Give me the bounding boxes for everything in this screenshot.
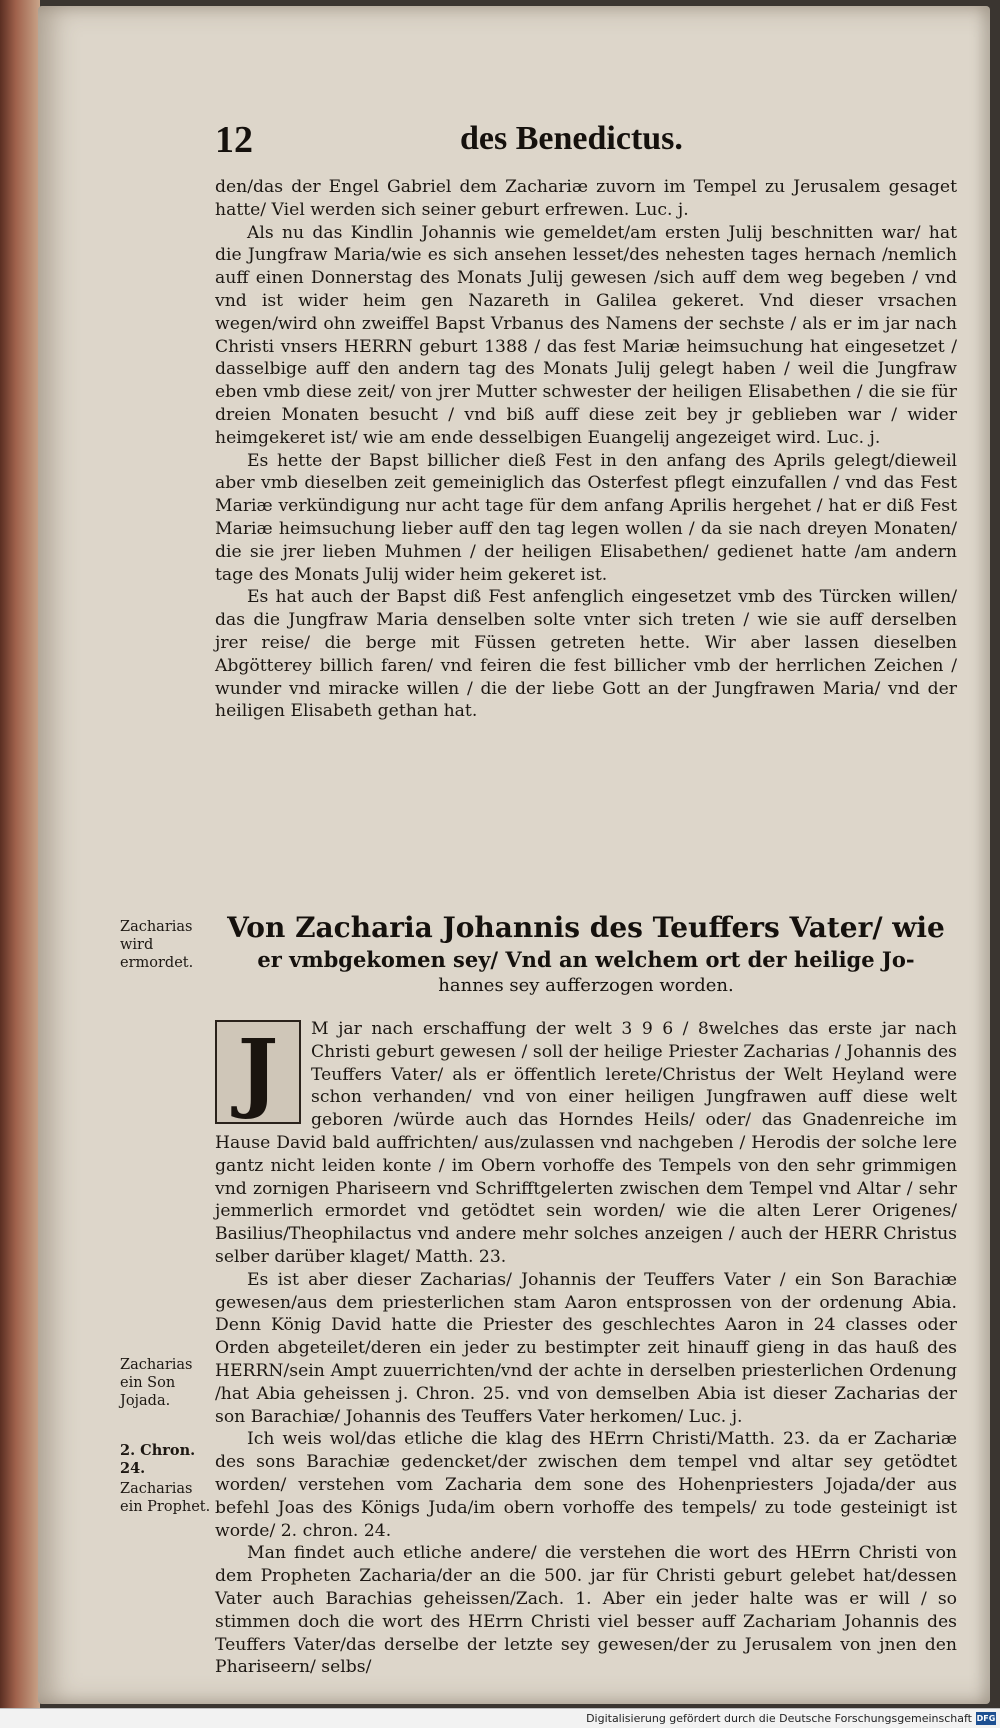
paragraph: den/das der Engel Gabriel dem Zachariæ zuvorn im Tempel zu Jerusalem gesaget hatte/ Viel werden sich seiner geburt erfrewen. Luc. j. — [215, 177, 957, 220]
running-head: des Benedictus. — [460, 120, 683, 157]
digitization-footer — [0, 1708, 1000, 1728]
paragraph: Ich weis wol/das etliche die klag des HErrn Christi/Matth. 23. da er Zachariæ des sons Barachiæ gedencket/der zwischen dem tempel vnd altar sey getödtet worden/ verstehen vom Zacharia dem sone des Hohenpriesters Jojada/der aus befehl Joas des Königs Juda/im obern vorhoffe des tempels/ zu tode gesteinigt ist worde/ 2. chron. 24. — [215, 1429, 957, 1541]
page-header — [215, 118, 957, 162]
opening-paragraph — [215, 1018, 957, 1269]
page-edge — [0, 0, 40, 1708]
paragraph: Als nu das Kindlin Johannis wie gemeldet/am ersten Julij beschnitten war/ hat die Jungfraw Maria/wie es sich ansehen lesset/des nehesten tages hernach /nemlich auff einen Donnerstag des Monats Julij gewesen /sich auff dem weg begeben / vnd vnd ist wider heim gen Nazareth in Galilea gekeret. Vnd dieser vrsachen wegen/wird ohn zweiffel Bapst Vrbanus des Namens der sechste / als er im jar nach Christi vnsers HERRN geburt 1388 / das fest Mariæ heimsuchung hat eingesetzet / dasselbige auff den andern tag des Monats Julij gelegt haben / weil die Jungfraw eben vmb diese zeit/ von jrer Mutter schwester der heiligen Elisabethen / die sie für dreien Monaten besucht / vnd biß auff diese zeit bey jr geblieben war / wider heimgekeret ist/ wie am ende desselbigen Euangelij angezeiget wird. Luc. j. — [215, 222, 957, 448]
margin-note: 2. Chron. 24. — [120, 1442, 196, 1477]
margin-note: Zacharias wird ermordet. — [120, 919, 194, 971]
footer-text: Digitalisierung gefördert durch die Deutsche Forschungsgemeinschaft — [586, 1712, 972, 1725]
section-heading-line-2: er vmbgekomen sey/ Vnd an welchem ort der heilige Jo- — [257, 947, 915, 972]
margin-note: Zacharias ein Son Jojada. — [120, 1357, 193, 1409]
paragraph: Man findet auch etliche andere/ die verstehen die wort des HErrn Christi von dem Propheten Zacharia/der an die 500. jar für Christi geburt gelebet hat/dessen Vater auch Barachias geheissen/Zach. 1. Aber ein jeder halte was er will / so stimmen doch die wort des HErrn Christi viel besser auff Zachariam Johannis des Teuffers Vater/das derselbe der letzte sey gewesen/der zu Jerusalem von jnen den Phariseern/ selbs/ — [215, 1543, 957, 1678]
section-heading-line-1: Von Zacharia Johannis des Teuffers Vater/ wie — [227, 911, 945, 944]
paragraph: Es ist aber dieser Zacharias/ Johannis der Teuffers Vater / ein Son Barachiæ gewesen/aus dem priesterlichen stam Aaron entsprossen von der ordenung Abia. Denn König David hatte die Priester des geschlechtes Aaron in 24 classes oder Orden abgeteilet/deren ein jeder zu bestimpter zeit hinauff gieng in das hauß des HERRN/sein Ampt zuuerrichten/vnd der achte in derselben priesterlichen Ordenung /hat Abia geheissen j. Chron. 25. vnd von demselben Abia ist dieser Zacharias der son Barachiæ/ Johannis des Teuffers Vater herkomen/ Luc. j. — [215, 1269, 957, 1427]
section-two — [215, 1018, 957, 1679]
margin-note: Zacharias ein Prophet. — [120, 1481, 211, 1515]
paragraph: Es hat auch der Bapst diß Fest anfenglich eingesetzet vmb des Türcken willen/ das die Jungfraw Maria denselben solte vnter sich treten / wie sie auff derselben jrer reise/ die berge mit Füssen getreten hette. Wir aber lassen dieselben Abgötterey billich faren/ vnd feiren die fest billicher vmb der herrlichen Zeichen / wunder vnd miracke willen / die der liebe Gott an der Jungfrawen Maria/ vnd der heiligen Elisabeth gethan hat. — [215, 587, 957, 722]
ornamental-initial: J — [215, 1020, 301, 1124]
section-heading — [215, 910, 957, 998]
paragraph: M jar nach erschaffung der welt 3 9 6 / 8welches das erste jar nach Christi geburt gewesen / soll der heilige Priester Zacharias / Johannis des Teuffers Vater/ als er öffentlich lerete/Christus der Welt Heyland were schon verhanden/ vnd von einer heiligen Jungfrawen auff diese welt geboren /würde auch das Horndes Heils/ oder/ das Gnadenreiche im Hause David bald auffrichten/ aus/zulassen vnd nachgeben / Herodis der solche lere gantz nicht leiden konte / im Obern vorhoffe des Tempels von den sehr grimmigen vnd zornigen Phariseern vnd Schrifftgelerten zwischen dem Tempel vnd Altar / sehr jemmerlich ermordet vnd getödtet sein worden/ wie die alten Lerer Origenes/ Basilius/Theophilactus vnd andere mehr solches anzeigen / auch der HERR Christus selber darüber klaget/ Matth. 23. — [215, 1019, 957, 1267]
paragraph: Es hette der Bapst billicher dieß Fest in den anfang des Aprils gelegt/dieweil aber vmb dieselben zeit gemeiniglich das Osterfest pflegt einzufallen / vnd das Fest Mariæ verkündigung nur acht tage für dem anfang Aprilis hergehet / hat er diß Fest Mariæ heimsuchung lieber auff den tag legen wollen / da sie nach dreyen Monaten/ die sie jrer lieben Muhmen / der heiligen Elisabethen/ gedienet hatte /am andern tage des Monats Julij wider heim gekeret ist. — [215, 450, 957, 585]
section-one — [215, 176, 957, 723]
page-number: 12 — [215, 119, 253, 161]
section-heading-line-3: hannes sey aufferzogen worden. — [438, 975, 734, 996]
dfg-logo: DFG — [976, 1714, 996, 1723]
